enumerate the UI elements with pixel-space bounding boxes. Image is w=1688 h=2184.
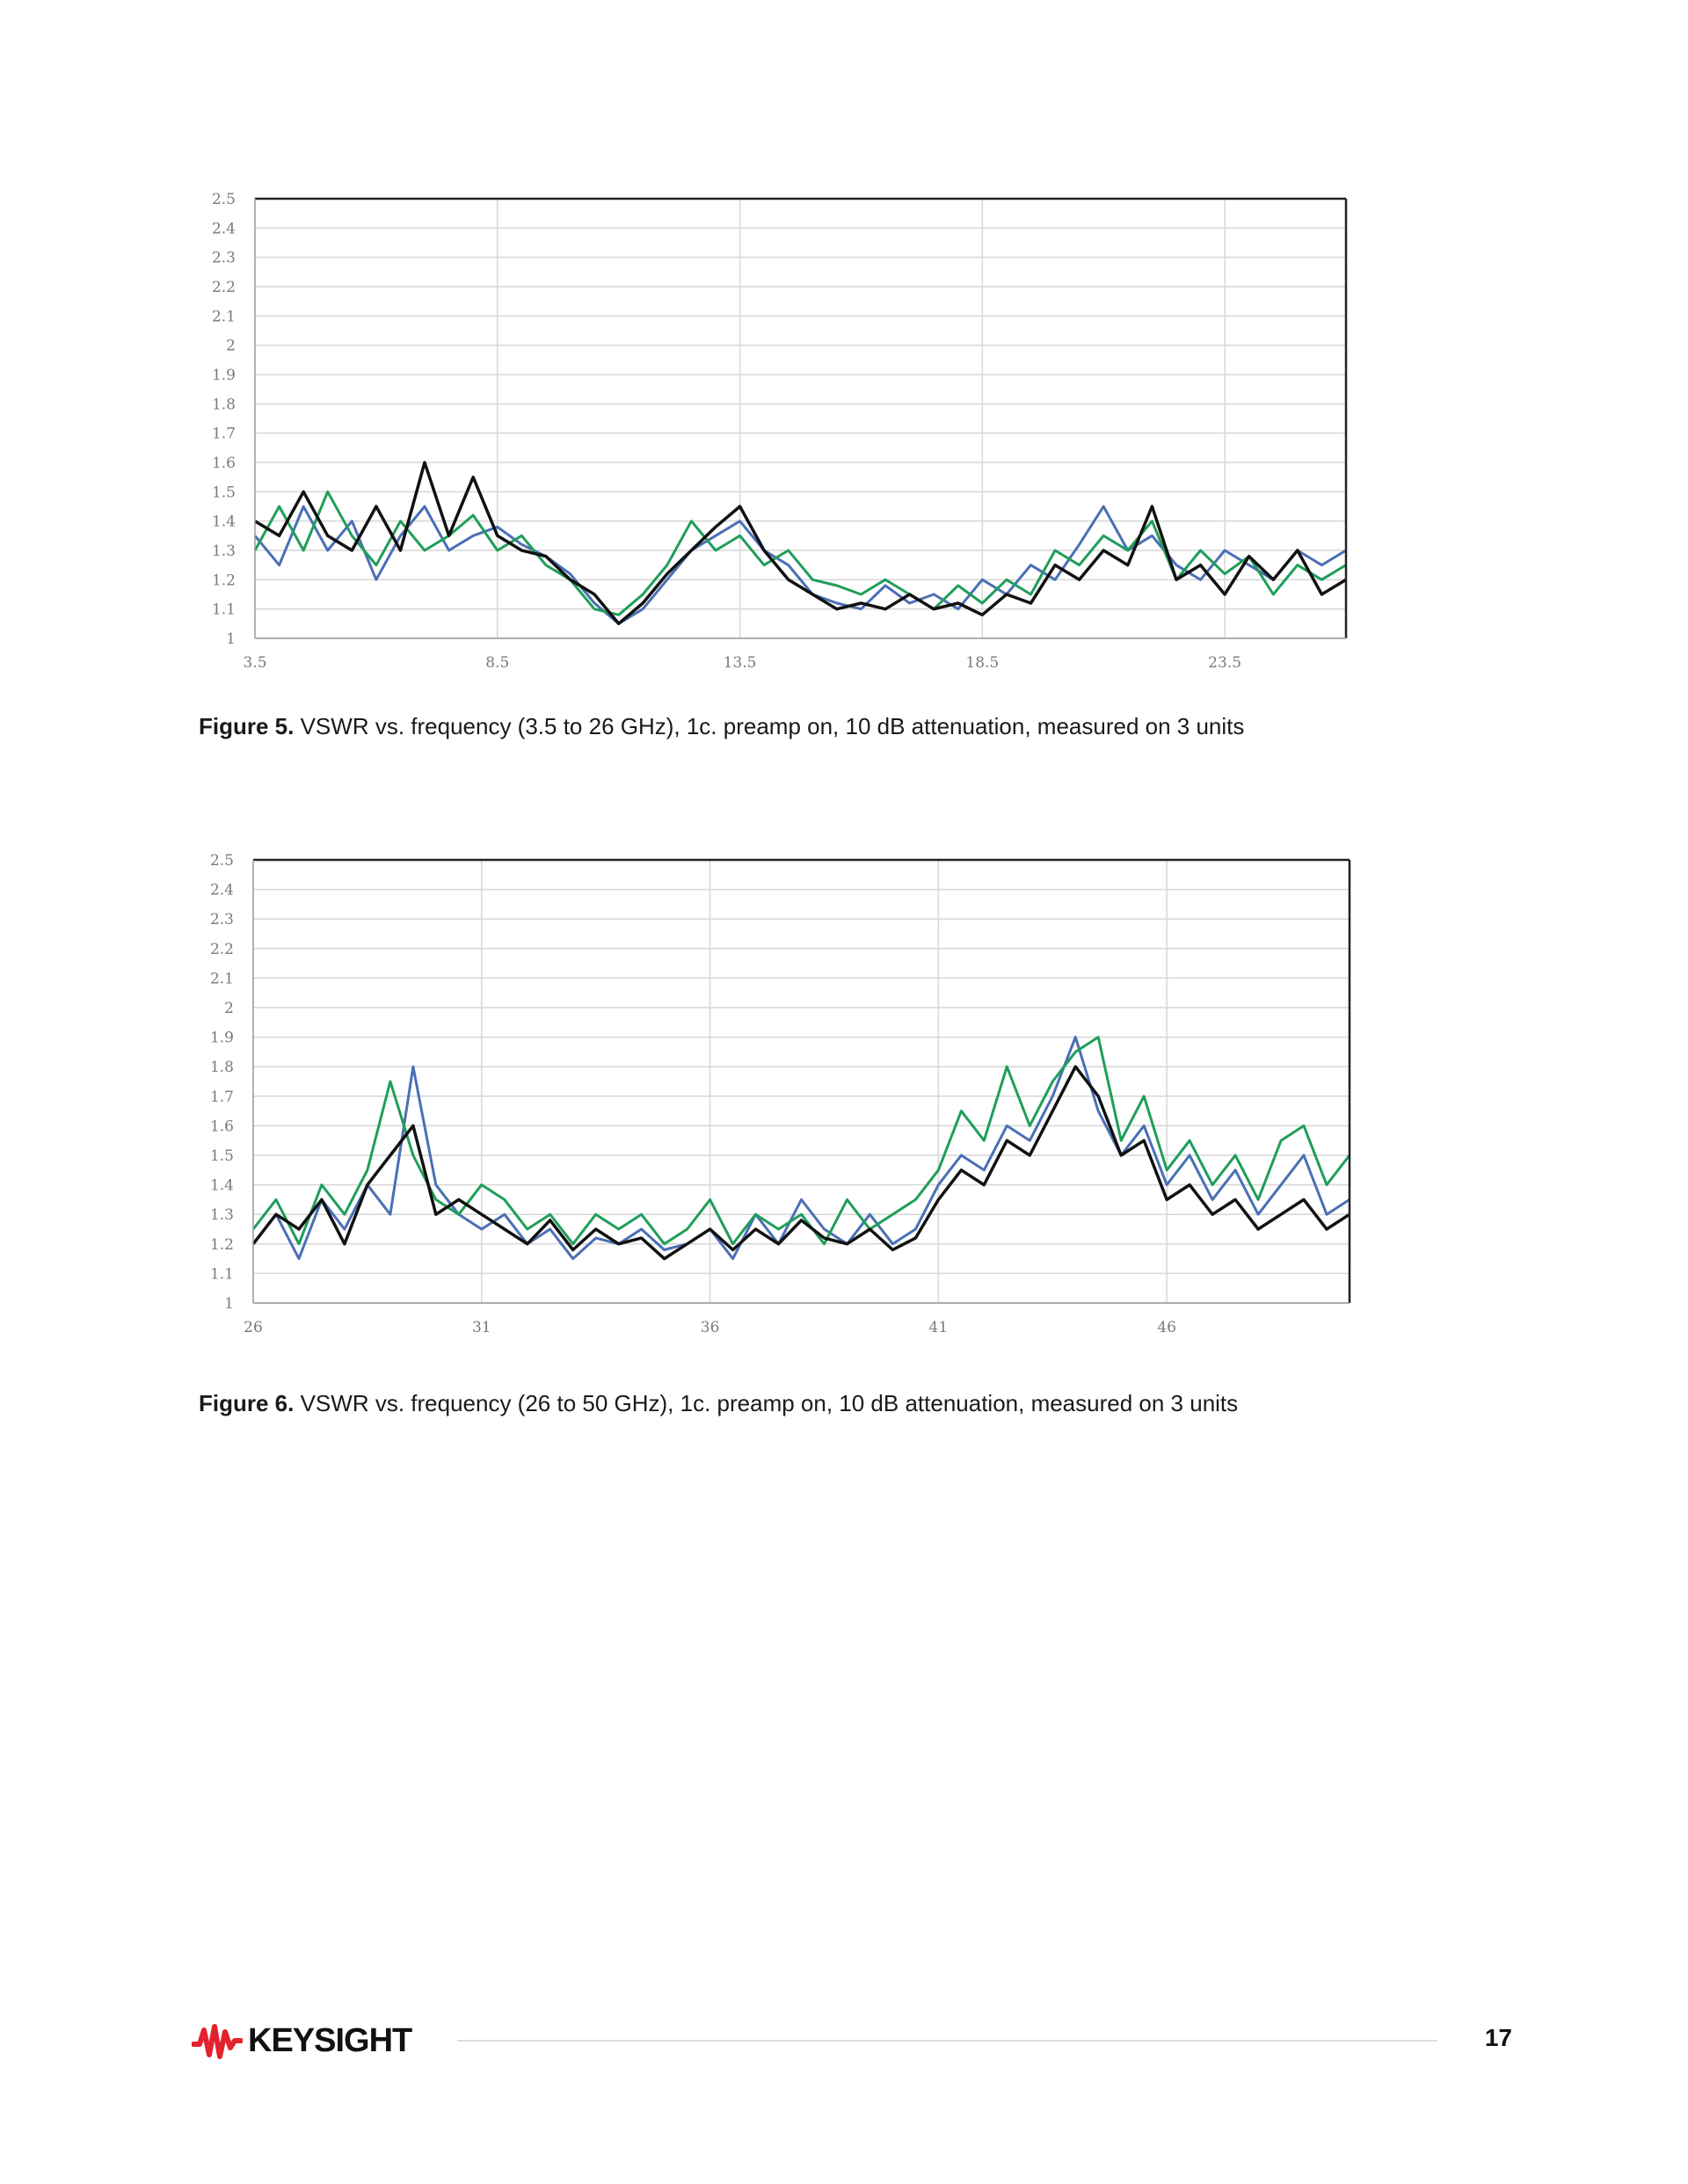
y-tick-label: 1.6 [209,1117,234,1136]
y-tick-label: 2.3 [211,249,236,267]
x-tick-label: 41 [928,1319,949,1336]
y-tick-label: 1.7 [211,425,236,443]
x-tick-label: 18.5 [965,654,1000,672]
y-tick-label: 1.3 [211,542,236,560]
x-tick-label: 23.5 [1208,654,1242,672]
page-number: 17 [1484,2024,1512,2051]
y-tick-label: 2.2 [209,940,234,958]
x-tick-label: 8.5 [485,654,510,672]
y-tick-label: 2 [226,337,236,355]
y-tick-label: 2.2 [211,279,236,296]
y-tick-label: 2.5 [211,191,236,208]
y-tick-label: 1.2 [209,1235,234,1254]
figure-5-label: Figure 5. [199,713,295,739]
y-tick-label: 2 [224,1000,234,1017]
x-tick-label: 3.5 [243,654,267,672]
footer-divider [457,2040,1437,2042]
y-tick-label: 1.1 [211,601,236,619]
x-tick-label: 36 [700,1319,720,1336]
y-tick-label: 1.1 [209,1265,234,1284]
figure-6-text: VSWR vs. frequency (26 to 50 GHz), 1c. preamp on, 10 dB attenuation, measured on 3 units [300,1390,1239,1416]
y-tick-label: 1.6 [211,455,236,472]
y-tick-label: 2.1 [211,308,236,326]
y-tick-label: 1.3 [209,1206,234,1225]
figure-6-label: Figure 6. [199,1390,295,1416]
y-tick-label: 1.5 [209,1147,234,1165]
x-tick-label: 31 [471,1319,491,1336]
y-tick-label: 1.7 [209,1088,234,1106]
y-tick-label: 1.8 [209,1059,234,1077]
y-tick-label: 2.4 [211,220,236,238]
figure-5-text: VSWR vs. frequency (3.5 to 26 GHz), 1c. preamp on, 10 dB attenuation, measured on 3 units [300,713,1245,739]
y-tick-label: 1.4 [211,513,236,531]
y-tick-label: 1.2 [211,571,236,590]
y-tick-label: 2.3 [209,911,234,929]
y-tick-label: 1 [224,1295,234,1313]
y-tick-label: 1.8 [211,396,236,414]
x-tick-label: 26 [244,1319,263,1336]
y-tick-label: 2.1 [209,970,234,988]
y-tick-label: 1.9 [209,1029,234,1047]
y-tick-label: 1.5 [211,484,236,502]
keysight-wave-icon [192,2021,243,2060]
x-tick-label: 13.5 [723,654,757,672]
brand-name: KEYSIGHT [248,2021,412,2059]
y-tick-label: 2.4 [209,881,234,899]
figure-6-caption [199,1389,1517,1417]
y-tick-label: 1 [226,630,236,648]
y-tick-label: 1.4 [209,1176,234,1195]
y-tick-label: 2.5 [209,852,234,870]
keysight-logo [192,2019,411,2063]
x-tick-label: 46 [1157,1319,1176,1336]
y-tick-label: 1.9 [211,367,236,384]
